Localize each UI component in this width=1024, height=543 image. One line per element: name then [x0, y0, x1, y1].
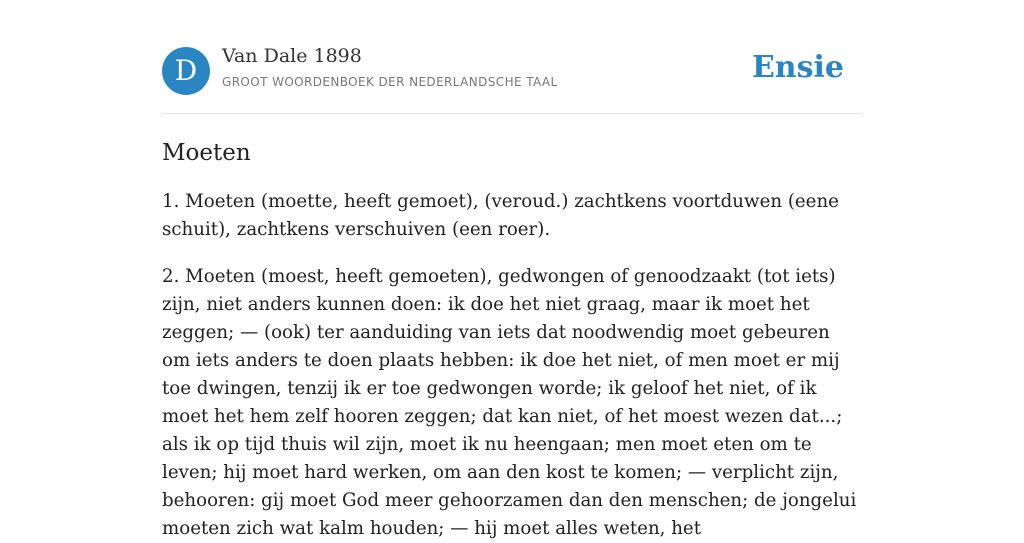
- brand-logo[interactable]: Ensie: [751, 50, 844, 85]
- dictionary-page: [162, 0, 862, 543]
- source-logo[interactable]: D: [162, 47, 210, 95]
- definition-2: 2. Moeten (moest, heeft gemoeten), gedwongen of genoodzaakt (tot iets) zijn, niet anders kunnen doen: ik doe het niet graag, maar ik moet het zeggen; — (ook) ter aanduiding van iets dat noodwendig moet gebeuren om iets anders te doen plaats hebben: ik doe het niet, of men moet er mij toe dwingen, tenzij ik er toe gedwongen worde; ik geloof het niet, of ik moet het hem zelf hooren zeggen; dat kan niet, of het moest wezen dat...; als ik op tijd thuis wil zijn, moet ik nu heengaan; men moet eten om te leven; hij moet hard werken, om aan den kost te komen; — verplicht zijn, behooren: gij moet God meer gehoorzamen dan den menschen; de jongelui moeten zich wat kalm houden; — hij moet alles weten, het: [162, 266, 857, 539]
- header: [162, 0, 862, 114]
- definition-1: 1. Moeten (moette, heeft gemoet), (veroud.) zachtkens voortduwen (eene schuit), zachtkens verschuiven (een roer).: [162, 191, 839, 240]
- source-subtitle: GROOT WOORDENBOEK DER NEDERLANDSCHE TAAL: [222, 75, 558, 89]
- headword: Moeten: [162, 140, 251, 166]
- source-title[interactable]: Van Dale 1898: [222, 45, 362, 67]
